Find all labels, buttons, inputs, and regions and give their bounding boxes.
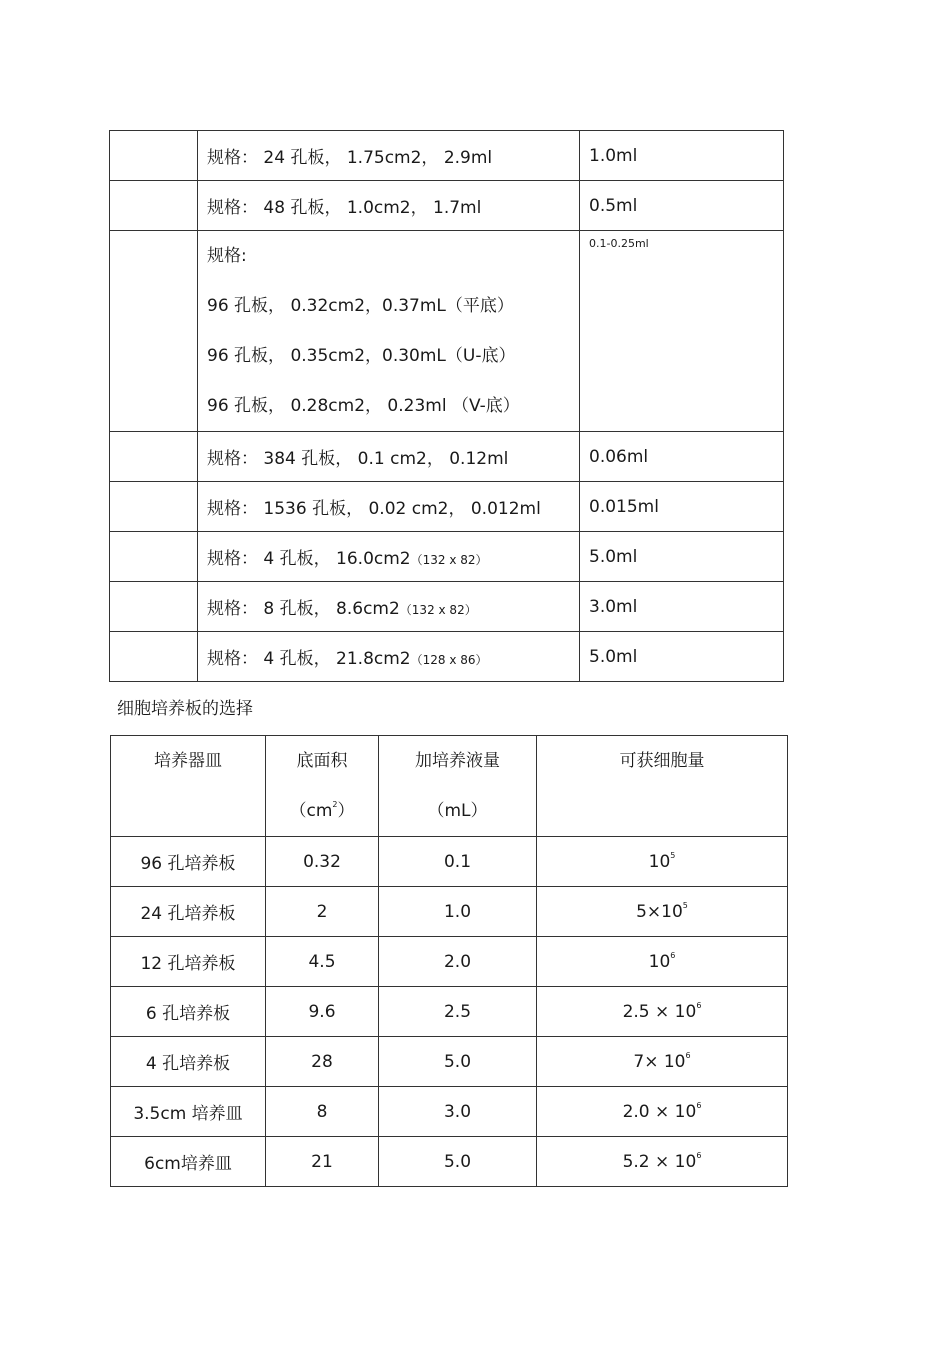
table-row: [111, 937, 788, 987]
volume-cell: 0.5ml: [580, 181, 784, 231]
yield-cell: $10^5$: [537, 837, 788, 887]
spec-empty-cell: [110, 131, 198, 181]
area-cell: 4.5: [266, 937, 379, 987]
spec-text: 规格： 4 孔板， 21.8cm2: [207, 649, 411, 669]
volume-cell: [580, 231, 784, 432]
vessel-cell: 3.5cm 培养皿: [111, 1087, 266, 1137]
yield-cell: $5\times 10^5$: [537, 887, 788, 937]
yield-cell: $2.0 \times 10^6$: [537, 1087, 788, 1137]
spec-text: 规格： 48 孔板， 1.0cm2， 1.7ml: [207, 198, 482, 218]
header-yield: 可获细胞量: [537, 736, 788, 837]
spec-dimensions: （132 x 82）: [399, 603, 477, 617]
spec-cell: [198, 582, 580, 632]
spec-dimensions: （128 x 86）: [410, 653, 488, 667]
medium-cell: 2.5: [379, 987, 537, 1037]
table-row: [111, 837, 788, 887]
vessel-cell: 24 孔培养板: [111, 887, 266, 937]
vessel-cell: 6 孔培养板: [111, 987, 266, 1037]
spec-empty-cell: [110, 432, 198, 482]
spec-cell: [198, 432, 580, 482]
vessel-cell: 12 孔培养板: [111, 937, 266, 987]
header-row: [111, 736, 788, 837]
area-cell: 8: [266, 1087, 379, 1137]
spec-row: [110, 532, 784, 582]
plate-selection-table: [110, 735, 788, 1187]
spec-empty-cell: [110, 532, 198, 582]
volume-cell: 5.0ml: [580, 532, 784, 582]
volume-cell: 1.0ml: [580, 131, 784, 181]
spec-cell: [198, 632, 580, 682]
spec-text: 规格： 384 孔板， 0.1 cm2， 0.12ml: [207, 449, 509, 469]
area-cell: 2: [266, 887, 379, 937]
spec-empty-cell: [110, 632, 198, 682]
table-row: [111, 1087, 788, 1137]
spec-text: 规格:: [207, 246, 247, 266]
spec-text: 96 孔板， 0.32cm2，0.37mL（平底）: [207, 296, 514, 316]
spec-text: 96 孔板， 0.28cm2， 0.23ml （V-底）: [207, 396, 520, 416]
spec-cell: [198, 482, 580, 532]
plate-spec-table: [109, 130, 784, 682]
medium-cell: 5.0: [379, 1037, 537, 1087]
medium-cell: 2.0: [379, 937, 537, 987]
spec-empty-cell: [110, 482, 198, 532]
table-row: [111, 987, 788, 1037]
medium-cell: 3.0: [379, 1087, 537, 1137]
spec-row: [110, 432, 784, 482]
table-row: [111, 1137, 788, 1187]
table-row: [111, 1037, 788, 1087]
medium-cell: 0.1: [379, 837, 537, 887]
medium-cell: 5.0: [379, 1137, 537, 1187]
spec-row: [110, 482, 784, 532]
spec-row: [110, 632, 784, 682]
area-cell: 0.32: [266, 837, 379, 887]
area-cell: 9.6: [266, 987, 379, 1037]
spec-text: 96 孔板， 0.35cm2，0.30mL（U-底）: [207, 346, 516, 366]
yield-cell: $10^6$: [537, 937, 788, 987]
yield-cell: $5.2 \times 10^6$: [537, 1137, 788, 1187]
spec-cell: [198, 231, 580, 432]
spec-cell: [198, 532, 580, 582]
section-caption: 细胞培养板的选择: [117, 699, 253, 719]
spec-text: 规格： 24 孔板， 1.75cm2， 2.9ml: [207, 148, 493, 168]
area-unit: $(cm^2)$: [289, 800, 355, 821]
vessel-cell: 4 孔培养板: [111, 1037, 266, 1087]
spec-cell: [198, 131, 580, 181]
table-row: [111, 887, 788, 937]
spec-row: [110, 131, 784, 181]
spec-row: [110, 181, 784, 231]
yield-cell: $7\times 10^6$: [537, 1037, 788, 1087]
volume-cell: 0.015ml: [580, 482, 784, 532]
yield-cell: $2.5 \times 10^6$: [537, 987, 788, 1037]
volume-text: 0.1-0.25ml: [589, 237, 649, 250]
area-cell: 28: [266, 1037, 379, 1087]
volume-cell: 3.0ml: [580, 582, 784, 632]
spec-dimensions: （132 x 82）: [410, 553, 488, 567]
medium-cell: 1.0: [379, 887, 537, 937]
header-vessel: 培养器皿: [111, 736, 266, 837]
spec-text: 规格： 4 孔板， 16.0cm2: [207, 549, 411, 569]
header-medium: 加培养液量 （mL）: [379, 736, 537, 837]
medium-unit: （mL）: [427, 801, 488, 821]
spec-empty-cell: [110, 231, 198, 432]
volume-cell: 0.06ml: [580, 432, 784, 482]
header-area: 底面积 $(cm^2)$: [266, 736, 379, 837]
area-cell: 21: [266, 1137, 379, 1187]
spec-text: 规格： 8 孔板， 8.6cm2: [207, 599, 400, 619]
vessel-cell: 6cm培养皿: [111, 1137, 266, 1187]
spec-text: 规格： 1536 孔板， 0.02 cm2， 0.012ml: [207, 499, 541, 519]
volume-cell: 5.0ml: [580, 632, 784, 682]
vessel-cell: 96 孔培养板: [111, 837, 266, 887]
spec-row: [110, 231, 784, 432]
spec-empty-cell: [110, 582, 198, 632]
spec-cell: [198, 181, 580, 231]
spec-row: [110, 582, 784, 632]
spec-empty-cell: [110, 181, 198, 231]
